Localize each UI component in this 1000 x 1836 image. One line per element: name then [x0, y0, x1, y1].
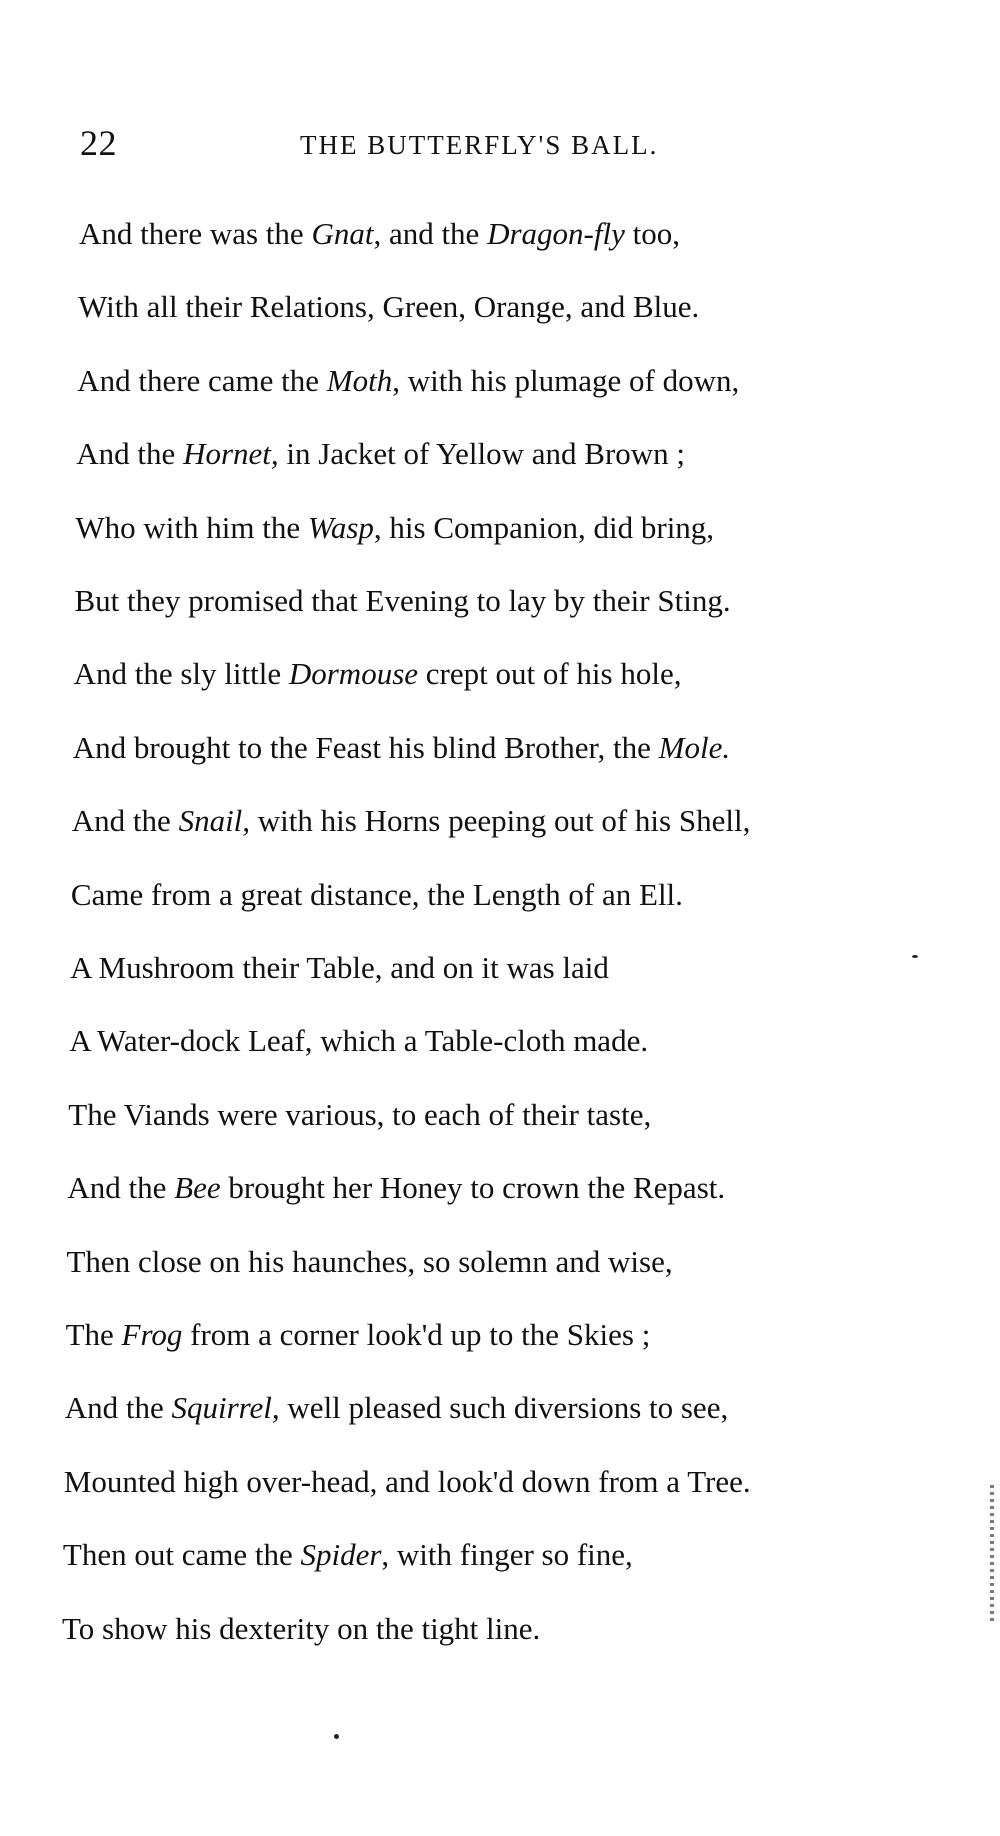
- verse-text: too,: [624, 216, 680, 251]
- verse-line: [70, 876, 683, 912]
- ink-speck: [334, 1734, 339, 1739]
- verse-text: And the: [67, 1170, 175, 1206]
- verse-line: [76, 436, 686, 472]
- verse-text: , with his plumage of down,: [392, 362, 740, 398]
- italic-name: Wasp: [307, 509, 374, 545]
- verse-line: [62, 1610, 541, 1646]
- verse-line: [78, 289, 700, 325]
- verse-line: [72, 729, 731, 765]
- italic-name: Frog: [121, 1317, 183, 1352]
- verse-text: The: [65, 1317, 122, 1352]
- verse-text: , with finger so fine,: [381, 1537, 633, 1573]
- verse-text: from a corner look'd up to the Skies ;: [182, 1317, 651, 1352]
- verse-text: And there came the: [77, 362, 327, 398]
- italic-name: Hornet,: [183, 436, 279, 472]
- verse-text: And brought to the Feast his blind Brother, the: [72, 729, 659, 765]
- verse-text: Then close on his haunches, so solemn and wise,: [66, 1243, 673, 1279]
- italic-name: Dragon-fly: [487, 216, 625, 251]
- verse-text: with his Horns peeping out of his Shell,: [250, 803, 751, 839]
- verse-text: With all their Relations, Green, Orange, and Blue.: [78, 289, 700, 325]
- verse-line: [75, 509, 715, 545]
- verse-line: [70, 952, 609, 983]
- verse-line: [69, 1023, 649, 1059]
- verse-text: The Viands were various, to each of their taste,: [68, 1096, 652, 1132]
- italic-name: Squirrel,: [171, 1390, 280, 1426]
- verse-text: And the sly little: [73, 656, 289, 692]
- italic-name: Mole.: [658, 729, 731, 765]
- verse-text: And there was the: [79, 216, 312, 251]
- verse-text: crept out of his hole,: [418, 656, 682, 692]
- verse-text: But they promised that Evening to lay by their Sting.: [74, 583, 731, 618]
- verse-line: [67, 1170, 726, 1206]
- verse-text: Then out came the: [62, 1537, 301, 1573]
- page-number: 22: [80, 123, 117, 163]
- italic-name: Snail,: [178, 803, 251, 839]
- verse-text: To show his dexterity on the tight line.: [62, 1610, 541, 1646]
- page-edge-mark: [990, 1485, 994, 1625]
- verse-text: A Mushroom their Table, and on it was laid: [70, 950, 609, 985]
- italic-name: Dormouse: [288, 656, 419, 692]
- verse-line: [64, 1390, 729, 1426]
- verse-text: Mounted high over-head, and look'd down from a Tree.: [63, 1463, 751, 1499]
- running-head: THE BUTTERFLY'S BALL.: [300, 130, 659, 160]
- italic-name: Bee: [174, 1170, 221, 1206]
- verse-line: [79, 218, 680, 249]
- verse-text: well pleased such diversions to see,: [279, 1390, 729, 1426]
- verse-line: [73, 656, 682, 692]
- verse-line: [71, 803, 751, 839]
- verse-line: [66, 1243, 673, 1279]
- verse-text: And the: [71, 803, 179, 839]
- italic-name: Gnat: [311, 216, 374, 251]
- ink-speck: [912, 955, 918, 958]
- verse-line: [75, 585, 731, 616]
- verse-text: , and the: [373, 216, 488, 251]
- verse-text: And the: [64, 1390, 172, 1426]
- verse-text: And the: [76, 436, 184, 472]
- verse-text: brought her Honey to crown the Repast.: [220, 1170, 726, 1206]
- verse-text: , his Companion, did bring,: [373, 509, 715, 545]
- verse-line: [77, 362, 740, 398]
- verse-line: [62, 1537, 633, 1573]
- verse-line: [68, 1096, 652, 1132]
- italic-name: Moth: [326, 362, 393, 398]
- verse-line: [66, 1319, 651, 1350]
- italic-name: Spider: [300, 1537, 382, 1573]
- verse-text: Who with him the: [75, 509, 308, 545]
- verse-text: A Water-dock Leaf, which a Table-cloth made.: [69, 1023, 649, 1059]
- verse-text: Came from a great distance, the Length of an Ell.: [70, 876, 683, 912]
- verse-line: [63, 1463, 751, 1499]
- verse-text: in Jacket of Yellow and Brown ;: [278, 436, 686, 472]
